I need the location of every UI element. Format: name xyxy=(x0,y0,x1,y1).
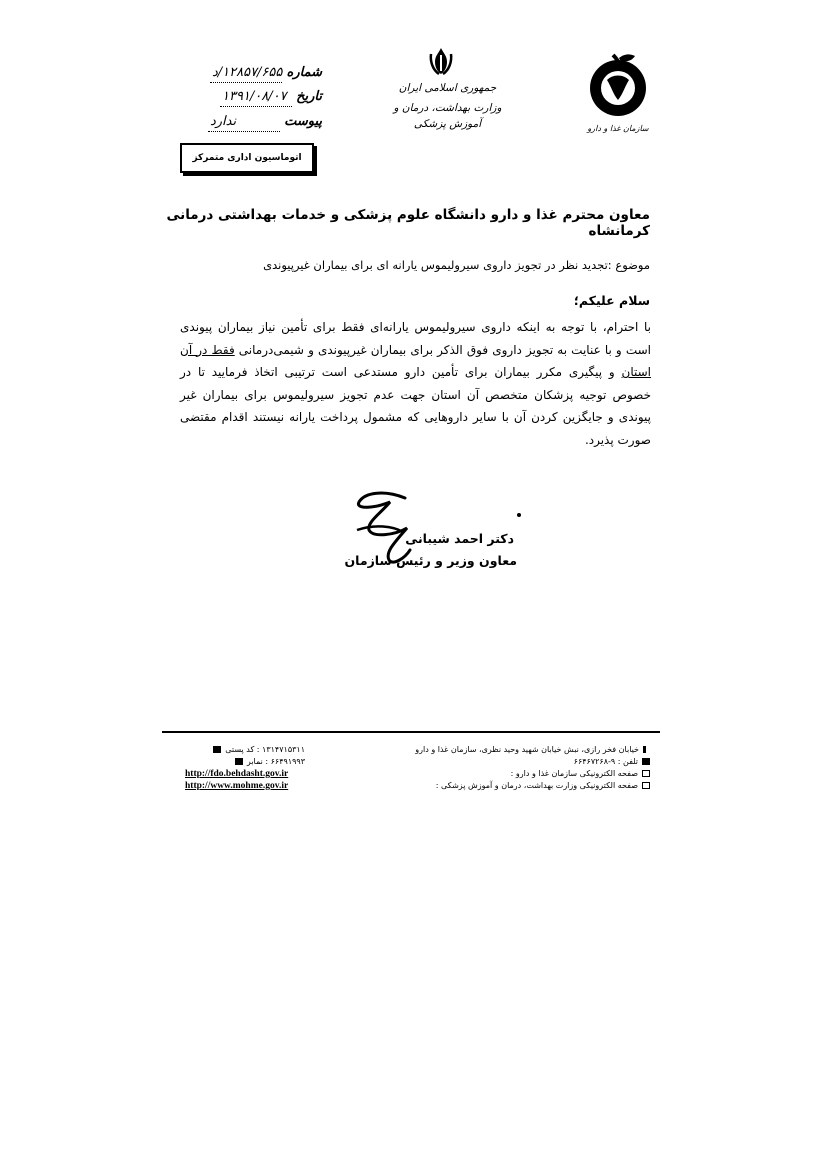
envelope-icon xyxy=(642,770,650,777)
letter-date-label: تاریخ xyxy=(296,89,322,104)
footer-web-fdo-row xyxy=(360,768,650,780)
footer-url-fdo[interactable]: http://fdo.behdasht.gov.ir xyxy=(185,769,289,779)
footer-divider xyxy=(162,731,660,733)
footer-web-fdo: صفحه الکترونیکی سازمان غذا و دارو : xyxy=(510,769,638,778)
letter-body-part1: با احترام، با توجه به اینکه داروی سیرولیموس یارانه‌ای فقط برای تأمین نیاز بیماران پیوندی است و با عنایت به تجویز داروی فوق الذکر برای بیماران غیرپیوندی و شیمی‌درمانی xyxy=(180,320,651,357)
footer-url-ministry[interactable]: http://www.mohme.gov.ir xyxy=(185,781,289,791)
automation-stamp xyxy=(180,143,314,173)
footer-fax: ۶۶۴۹۱۹۹۳ : نمابر xyxy=(246,757,305,766)
letter-attachment-label: پیوست xyxy=(284,114,322,129)
envelope-icon xyxy=(642,782,650,789)
footer-contact-block xyxy=(360,744,650,792)
footer-fax-row xyxy=(185,756,305,768)
footer-web-ministry: صفحه الکترونیکی وزارت بهداشت، درمان و آموزش پزشکی : xyxy=(435,781,638,790)
letter-date-row xyxy=(182,88,322,107)
letter-body xyxy=(180,316,651,451)
footer-address-row xyxy=(360,744,650,756)
signature-dot xyxy=(517,513,521,517)
signatory-title: معاون وزیر و رئیس سازمان xyxy=(344,553,517,568)
fax-icon xyxy=(235,758,243,765)
iran-emblem-icon xyxy=(428,46,454,76)
footer-phone: تلفن : ۹-۶۶۴۶۷۲۶۸ xyxy=(573,757,638,766)
letter-body-underlined: فقط در آن استان xyxy=(180,342,651,379)
letter-body-part2: و پیگیری مکرر بیماران برای تأمین دارو مستدعی است ترتیبی اتخاذ فرمایید تا در خصوص توجیه پزشکان متخصص آن استان جهت عدم تجویز سیرولیموس برای بیماران غیر پیوندی و جایگزین کردن آن با سایر داروهایی که مشمول پرداخت یارانه نیستند اقدام مقتضی صورت پذیرد. xyxy=(180,365,651,447)
footer-phone-row xyxy=(360,756,650,768)
phone-icon xyxy=(642,758,650,765)
automation-stamp-text: اتوماسیون اداری متمرکز xyxy=(192,153,302,163)
letter-greeting: سلام علیکم؛ xyxy=(573,293,650,308)
ministry-emblem-block xyxy=(380,46,515,146)
emblem-ministry-text: وزارت بهداشت، درمان و آموزش پزشکی xyxy=(393,102,502,130)
fda-logo-block xyxy=(583,50,653,150)
emblem-country-text: جمهوری اسلامی ایران xyxy=(398,82,497,94)
signatory-name: دکتر احمد شیبانی xyxy=(405,531,514,546)
footer-postal-row xyxy=(185,744,305,756)
letter-number-value: ۱۲۸۵۷/۶۵۵/د xyxy=(210,64,282,83)
fda-logo-icon xyxy=(583,50,653,120)
letter-subject: موضوع :تجدید نظر در تجویز داروی سیرولیموس یارانه ای برای بیماران غیرپیوندی xyxy=(263,258,650,272)
letter-attachment-row xyxy=(182,113,322,132)
footer-web-ministry-row xyxy=(360,780,650,792)
location-icon xyxy=(643,746,650,753)
letter-attachment-value: ندارد xyxy=(208,113,280,132)
footer-postal-code: ۱۳۱۴۷۱۵۳۱۱ : کد پستی xyxy=(225,745,305,754)
fda-logo-caption: سازمان غذا و دارو xyxy=(587,124,649,133)
footer-codes-block xyxy=(185,744,305,792)
footer-address: خیابان فخر رازی، نبش خیابان شهید وحید نظری، سازمان غذا و دارو xyxy=(415,745,639,754)
letter-number-row xyxy=(182,64,322,83)
mailbox-icon xyxy=(213,746,221,753)
letter-recipient: معاون محترم غذا و دارو دانشگاه علوم پزشکی و خدمات بهداشتی درمانی کرمانشاه xyxy=(166,207,650,239)
letter-date-value: ۱۳۹۱/۰۸/۰۷ xyxy=(220,88,292,107)
letter-number-label: شماره xyxy=(286,65,322,80)
